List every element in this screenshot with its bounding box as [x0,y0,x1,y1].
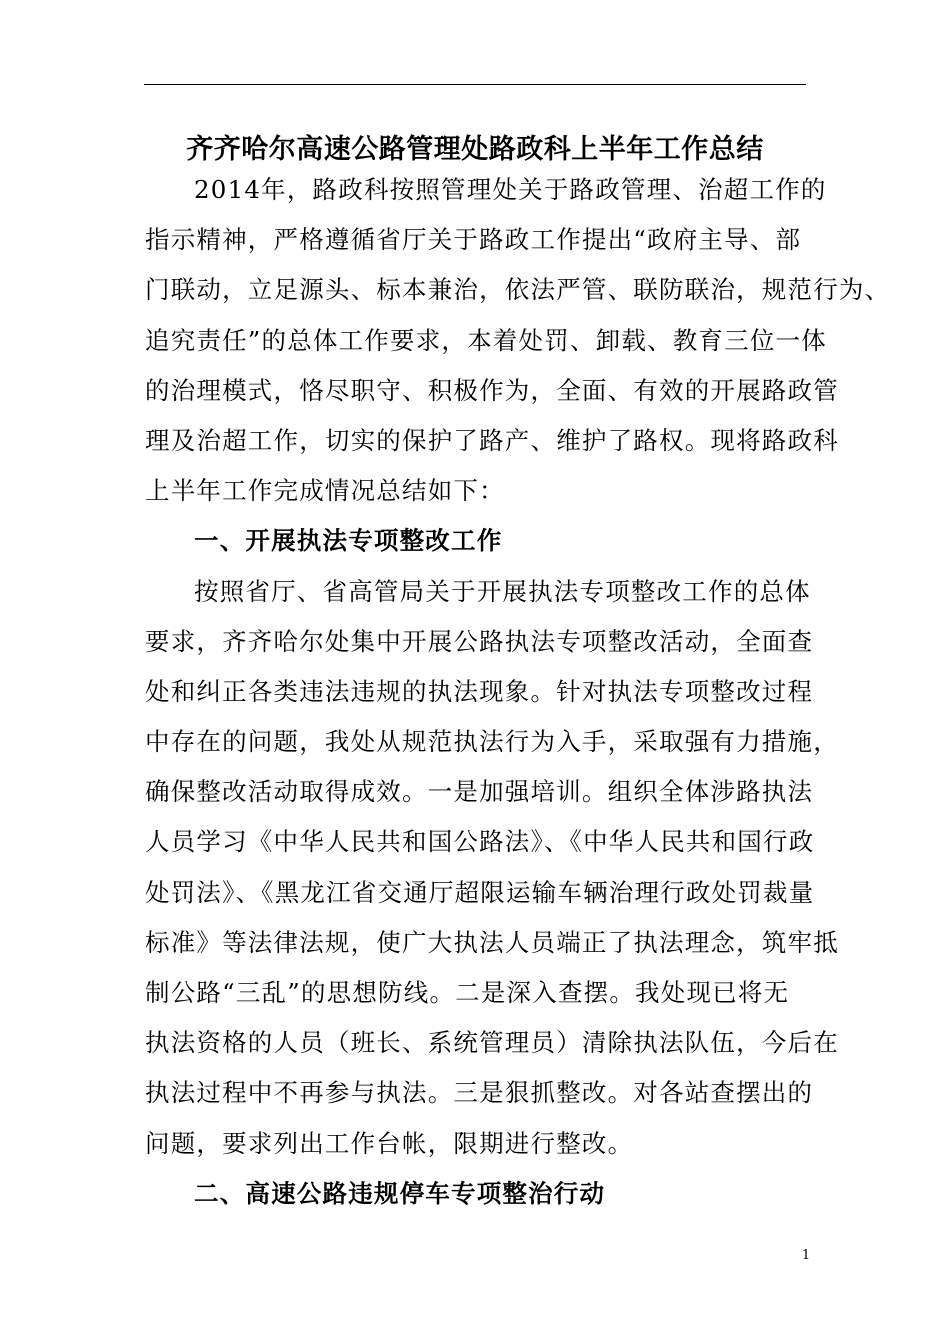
document-title: 齐齐哈尔高速公路管理处路政科上半年工作总结 [186,134,764,165]
paragraph-line: 问题，要求列出工作台帐，限期进行整改。 [145,1128,634,1158]
header-rule [144,84,806,85]
document-body [145,165,891,1219]
paragraph-line: 按照省厅、省高管局关于开展执法专项整改工作的总体 [194,576,811,606]
paragraph-line: 理及治超工作，切实的保护了路产、维护了路权。现将路政科 [145,425,839,455]
page-number: 1 [801,1248,811,1263]
section-heading: 一、开展执法专项整改工作 [194,526,503,556]
paragraph-line: 指示精神，严格遵循省厅关于路政工作提出“政府主导、部 [145,225,802,255]
paragraph-line: 人员学习《中华人民共和国公路法》、《中华人民共和国行政 [145,827,815,857]
paragraph-line: 中存在的问题，我处从规范执法行为入手，采取强有力措施， [145,727,839,757]
paragraph-line: 确保整改活动取得成效。一是加强培训。组织全体涉路执法 [145,777,814,807]
paragraph-line: 门联动，立足源头、标本兼治，依法严管、联防联治，规范行为、 [145,275,891,305]
paragraph-line: 2014年，路政科按照管理处关于路政管理、治超工作的 [194,175,827,204]
paragraph-line: 制公路“三乱”的思想防线。二是深入查摆。我处现已将无 [145,978,790,1007]
paragraph-line: 执法过程中不再参与执法。三是狠抓整改。对各站查摆出的 [145,1078,814,1108]
paragraph-line: 上半年工作完成情况总结如下： [145,476,505,506]
paragraph-line: 标准》等法律法规，使广大执法人员端正了执法理念，筑牢抵 [145,927,839,957]
paragraph-line: 的治理模式，恪尽职守、积极作为，全面、有效的开展路政管 [145,375,839,405]
paragraph-line: 追究责任”的总体工作要求，本着处罚、卸载、教育三位一体 [145,325,827,355]
paragraph-line: 处和纠正各类违法违规的执法现象。针对执法专项整改过程 [145,676,814,706]
paragraph-line: 执法资格的人员（班长、系统管理员）清除执法队伍，今后在 [145,1028,839,1058]
section-heading: 二、高速公路违规停车专项整治行动 [194,1178,606,1208]
paragraph-line: 处罚法》、《黑龙江省交通厅超限运输车辆治理行政处罚裁量 [145,877,815,907]
paragraph-line: 要求，齐齐哈尔处集中开展公路执法专项整改活动，全面查 [145,626,814,656]
